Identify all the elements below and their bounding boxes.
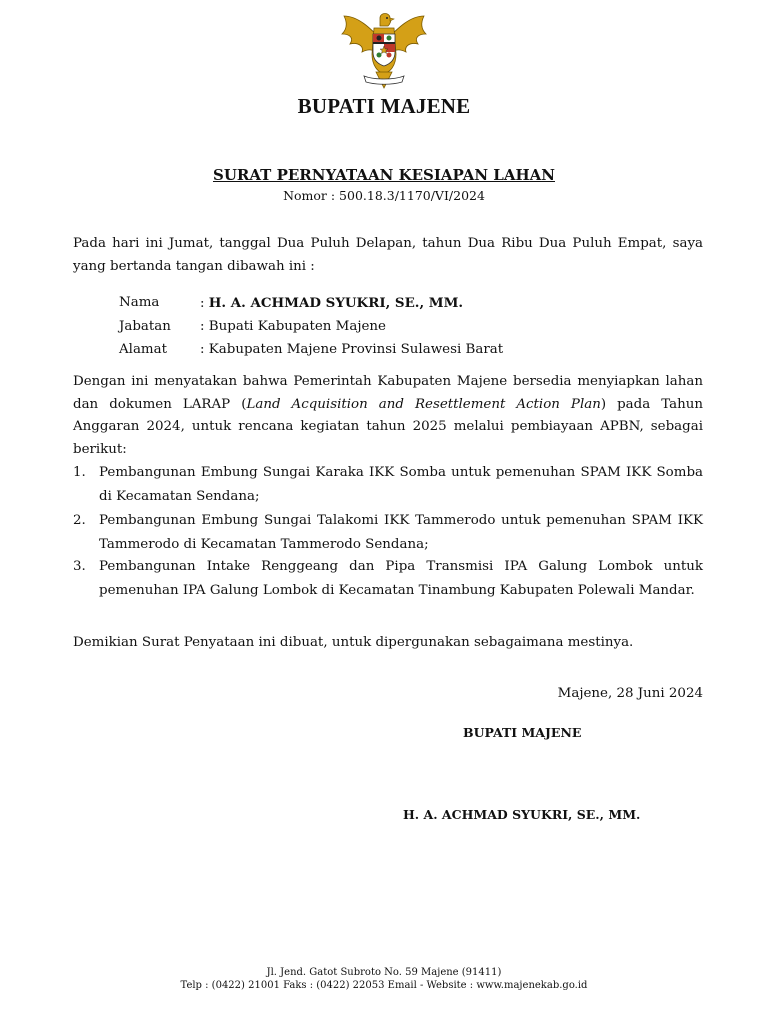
list-item	[73, 509, 703, 557]
list-item	[73, 555, 703, 627]
list-item-number: 3.	[73, 559, 86, 574]
list-item	[73, 461, 703, 509]
footer-address: Jl. Jend. Gatot Subroto No. 59 Majene (91411)	[266, 967, 502, 978]
statement-paragraph: Dengan ini menyatakan bahwa Pemerintah Kabupaten Majene bersedia menyiapkan lahan dan dokumen LARAP (Land Acquisition and Resettlement Action Plan) pada Tahun Anggaran 2024, untuk rencana kegiatan tahun 2025 melalui pembiayaan APBN, sebagai berikut:	[73, 374, 703, 457]
footer-contact: Telp : (0422) 21001 Faks : (0422) 22053 Email - Website : www.majenekab.go.id	[180, 980, 588, 991]
identity-label-position: Jabatan	[119, 319, 171, 334]
document-number: Nomor : 500.18.3/1170/VI/2024	[283, 188, 485, 203]
place-date: Majene, 28 Juni 2024	[557, 686, 703, 701]
list-item-number: 2.	[73, 513, 86, 528]
identity-label-name: Nama	[119, 295, 160, 310]
document-title: SURAT PERNYATAAN KESIAPAN LAHAN	[212, 166, 555, 184]
opening-paragraph: Pada hari ini Jumat, tanggal Dua Puluh Delapan, tahun Dua Ribu Dua Puluh Empat, saya yang bertanda tangan dibawah ini :	[73, 236, 703, 274]
list-item-text: Pembangunan Intake Renggeang dan Pipa Transmisi IPA Galung Lombok untuk pemenuhan IPA Galung Lombok di Kecamatan Tinambung Kabupaten Polewali Mandar.	[99, 559, 703, 598]
closing-paragraph: Demikian Surat Penyataan ini dibuat, untuk dipergunakan sebagaimana mestinya.	[73, 635, 634, 650]
identity-label-address: Alamat	[119, 342, 167, 357]
identity-value-position: : Bupati Kabupaten Majene	[200, 319, 386, 334]
identity-value-name: : H. A. ACHMAD SYUKRI, SE., MM.	[200, 295, 464, 311]
list-item-number: 1.	[73, 465, 86, 480]
garuda-emblem-icon	[336, 10, 432, 94]
letterhead-title: BUPATI MAJENE	[297, 94, 471, 118]
signatory-name: H. A. ACHMAD SYUKRI, SE., MM.	[403, 807, 641, 822]
identity-value-address: : Kabupaten Majene Provinsi Sulawesi Barat	[200, 342, 504, 357]
list-item-text: Pembangunan Embung Sungai Karaka IKK Somba untuk pemenuhan SPAM IKK Somba di Kecamatan Sendana;	[99, 465, 703, 504]
list-item-text: Pembangunan Embung Sungai Talakomi IKK Tammerodo untuk pemenuhan SPAM IKK Tammerodo di Kecamatan Tammerodo Sendana;	[99, 513, 703, 552]
signatory-position: BUPATI MAJENE	[463, 725, 582, 740]
